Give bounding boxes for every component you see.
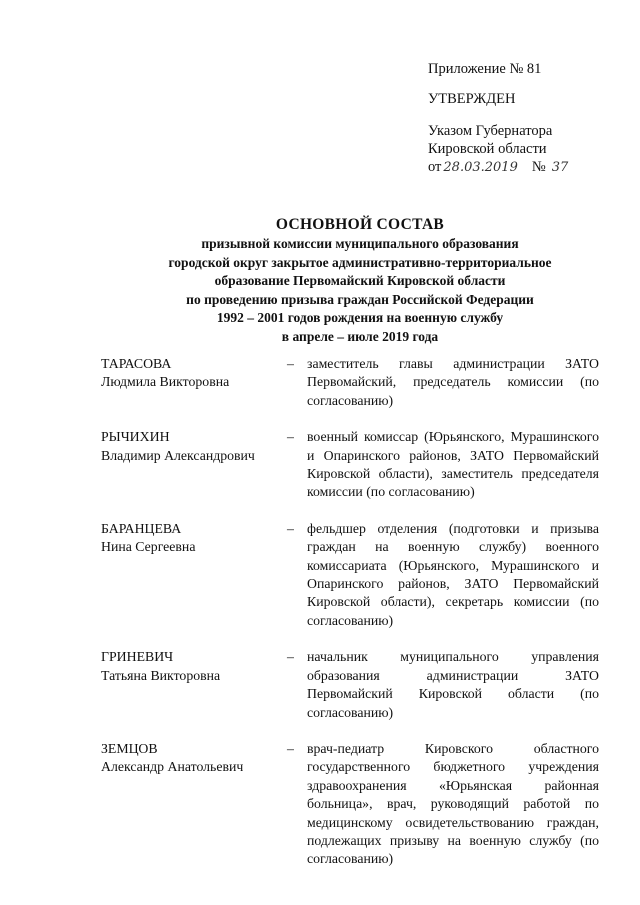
handwritten-number: 37 xyxy=(551,160,569,175)
handwritten-date: 28.03.2019 xyxy=(443,160,518,175)
member-surname: БАРАНЦЕВА xyxy=(101,520,182,536)
member-entry xyxy=(101,740,601,869)
member-dash: – xyxy=(287,740,294,756)
decree-line-1: Указом Губернатора xyxy=(428,123,553,139)
member-surname: ЗЕМЦОВ xyxy=(101,740,158,756)
member-role: военный комиссар (Юрьянского, Мурашинского и Опаринского районов, ЗАТО Первомайский Кировской области), заместитель председателя комиссии (по согласованию) xyxy=(307,429,599,500)
member-surname: ТАРАСОВА xyxy=(101,356,172,371)
number-prefix: № xyxy=(531,159,546,175)
appendix-label: Приложение № 81 xyxy=(428,61,542,77)
member-dash: – xyxy=(287,429,294,445)
member-role: начальник муниципального управления образования администрации ЗАТО Первомайский Кировской области (по согласованию) xyxy=(307,649,599,720)
member-name xyxy=(101,520,287,630)
member-given-names: Людмила Викторовна xyxy=(101,374,230,390)
member-entry xyxy=(101,428,601,502)
member-entry xyxy=(101,648,601,722)
member-dash: – xyxy=(287,520,294,536)
member-list xyxy=(101,355,601,869)
subtitle-line-6: в апреле – июле 2019 года xyxy=(281,328,439,344)
member-role: заместитель главы администрации ЗАТО Первомайский, председатель комиссии (по согласованию) xyxy=(307,356,599,408)
subtitle-line-5: 1992 – 2001 годов рождения на военную службу xyxy=(216,310,504,325)
member-name xyxy=(101,428,287,502)
member-role: врач-педиатр Кировского областного государственного бюджетного учреждения здравоохранения «Юрьянская районная больница», врач, руководящий работой по медицинскому освидетельствованию граждан, подлежащих призыву на военную службу (по согласованию) xyxy=(307,740,599,867)
member-dash: – xyxy=(287,649,294,665)
member-surname: ГРИНЕВИЧ xyxy=(101,649,174,665)
member-name xyxy=(101,355,287,410)
date-prefix: от xyxy=(428,159,442,175)
member-name xyxy=(101,648,287,722)
member-entry xyxy=(101,520,601,630)
subtitle-line-1: призывной комиссии муниципального образования xyxy=(201,236,519,251)
approval-block xyxy=(428,60,568,177)
subtitle-line-3: образование Первомайский Кировской области xyxy=(214,273,506,288)
decree-date-line xyxy=(428,158,568,177)
decree-line-2: Кировской области xyxy=(428,141,547,157)
member-name xyxy=(101,740,287,869)
member-given-names: Татьяна Викторовна xyxy=(101,667,221,683)
member-role: фельдшер отделения (подготовки и призыва граждан на военную службу) военного комиссариата (Юрьянского, Мурашинского и Опаринского районов, ЗАТО Первомайский Кировской области), секретарь комиссии (по согласованию) xyxy=(307,520,599,628)
member-given-names: Нина Сергеевна xyxy=(101,539,196,555)
document-title: ОСНОВНОЙ СОСТАВ xyxy=(275,216,445,233)
member-dash: – xyxy=(287,356,294,371)
member-given-names: Александр Анатольевич xyxy=(101,759,244,775)
approved-label: УТВЕРЖДЕН xyxy=(428,91,516,107)
document-title-block xyxy=(90,215,630,346)
member-given-names: Владимир Александрович xyxy=(101,447,255,463)
subtitle-line-2: городской округ закрытое административно-территориальное xyxy=(168,254,552,270)
subtitle-line-4: по проведению призыва граждан Российской Федерации xyxy=(186,291,534,307)
member-surname: РЫЧИХИН xyxy=(101,429,170,445)
member-entry xyxy=(101,355,601,410)
